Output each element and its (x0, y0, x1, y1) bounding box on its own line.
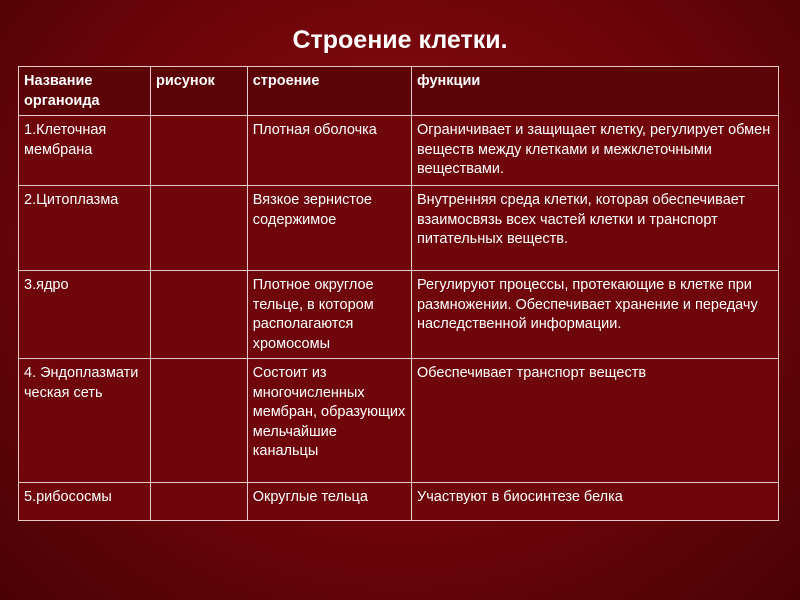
cell-name: 5.рибососмы (19, 483, 151, 521)
cell-name: 4. Эндоплазмати ческая сеть (19, 359, 151, 483)
table-row (19, 359, 779, 483)
cell-structure: Плотная оболочка (247, 116, 411, 186)
header-organelle-name: Название органоида (19, 67, 151, 116)
slide-title: Строение клетки. (292, 26, 508, 54)
table-row (19, 483, 779, 521)
cell-function: Ограничивает и защищает клетку, регулирует обмен веществ между клетками и межклеточными веществами. (411, 116, 778, 186)
cell-structure: Вязкое зернистое содержимое (247, 186, 411, 271)
header-functions: функции (411, 67, 778, 116)
cell-name: 2.Цитоплазма (19, 186, 151, 271)
cell-structure: Округлые тельца (247, 483, 411, 521)
cell-picture (151, 271, 248, 359)
cell-name: 1.Клеточная мембрана (19, 116, 151, 186)
cell-structure: Состоит из многочисленных мембран, образующих мельчайшие канальцы (247, 359, 411, 483)
cell-function: Внутренняя среда клетки, которая обеспечивает взаимосвязь всех частей клетки и транспорт питательных веществ. (411, 186, 778, 271)
header-structure: строение (247, 67, 411, 116)
header-picture: рисунок (151, 67, 248, 116)
cell-function: Обеспечивает транспорт веществ (411, 359, 778, 483)
cell-picture (151, 186, 248, 271)
cell-picture (151, 359, 248, 483)
cell-structure: Плотное округлое тельце, в котором располагаются хромосомы (247, 271, 411, 359)
table-header-row (19, 67, 779, 116)
cell-picture (151, 116, 248, 186)
cell-name: 3.ядро (19, 271, 151, 359)
cell-picture (151, 483, 248, 521)
organelle-table (18, 66, 779, 521)
cell-function: Участвуют в биосинтезе белка (411, 483, 778, 521)
table-row (19, 116, 779, 186)
table-row (19, 186, 779, 271)
cell-function: Регулируют процессы, протекающие в клетке при размножении. Обеспечивает хранение и передачу наследственной информации. (411, 271, 778, 359)
table-row (19, 271, 779, 359)
